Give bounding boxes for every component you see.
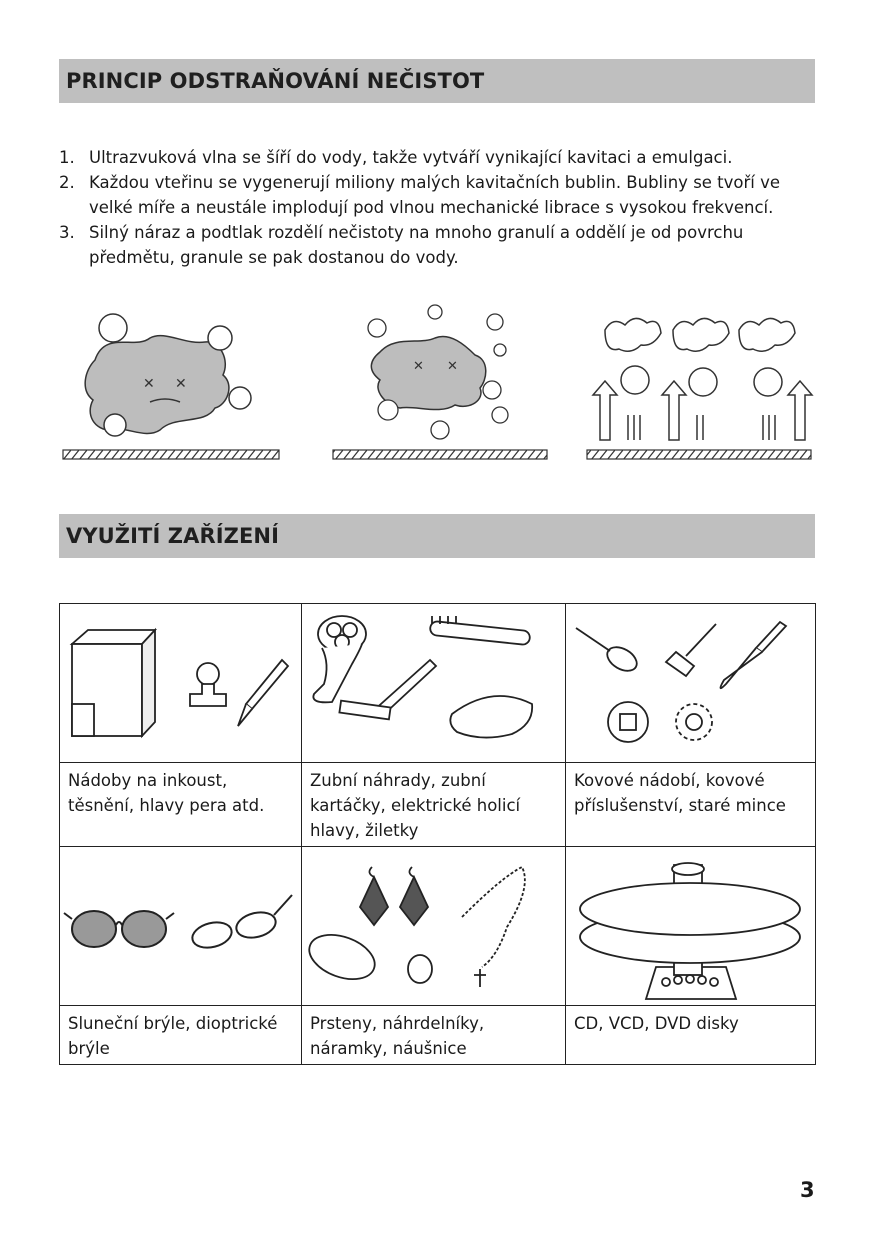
stamp-icon bbox=[190, 663, 226, 706]
toothbrush-icon bbox=[430, 616, 531, 645]
section-title-usage: VYUŽITÍ ZAŘÍZENÍ bbox=[59, 514, 815, 558]
rising-granules-icon bbox=[593, 318, 812, 440]
knife-icon bbox=[720, 622, 786, 688]
bracelet-icon bbox=[303, 927, 381, 988]
surface-icon bbox=[333, 450, 547, 459]
fork-icon bbox=[666, 624, 716, 676]
table-cell bbox=[302, 847, 566, 1006]
table-row bbox=[60, 1006, 816, 1065]
spoon-icon bbox=[576, 628, 641, 676]
electric-shaver-icon bbox=[313, 616, 366, 702]
sunglasses-icon bbox=[64, 911, 174, 947]
disc-holder-icon bbox=[580, 863, 800, 999]
step-item: 3. Silný náraz a podtlak rozdělí nečistoty na mnoho granulí a oddělí je od povrchu předmětu, granule se pak dostanou do vody. bbox=[59, 223, 744, 267]
fountain-pen-icon bbox=[238, 660, 288, 726]
step-item: 1. Ultrazvuková vlna se šíří do vody, takže vytváří vynikající kavitaci a emulgaci. bbox=[59, 148, 733, 167]
eyeglasses-icon bbox=[190, 895, 292, 951]
table-cell bbox=[302, 604, 566, 763]
step-item: 2. Každou vteřinu se vygenerují miliony malých kavitačních bublin. Bubliny se tvoří ve velké míře a neustále implodují pod vlnou mechanické librace s vysokou frekvencí. bbox=[59, 173, 781, 217]
section-title-principle: PRINCIP ODSTRAŇOVÁNÍ NEČISTOT bbox=[59, 59, 815, 103]
table-cell-caption: CD, VCD, DVD disky bbox=[566, 1006, 816, 1065]
table-cell-caption: Zubní náhrady, zubní kartáčky, elektrické holicí hlavy, žiletky bbox=[302, 763, 566, 847]
table-cell bbox=[60, 847, 302, 1006]
usage-table bbox=[59, 603, 816, 1065]
earrings-icon bbox=[360, 867, 428, 925]
table-row bbox=[60, 763, 816, 847]
ring-icon bbox=[408, 955, 432, 983]
table-cell-caption: Nádoby na inkoust, těsnění, hlavy pera atd. bbox=[60, 763, 302, 847]
table-cell-caption: Prsteny, náhrdelníky, náramky, náušnice bbox=[302, 1006, 566, 1065]
svg-text:✕: ✕ bbox=[413, 359, 424, 374]
razor-icon bbox=[339, 660, 436, 719]
denture-icon bbox=[450, 696, 532, 738]
coin-icon bbox=[608, 702, 648, 742]
table-cell-caption: Sluneční brýle, dioptrické brýle bbox=[60, 1006, 302, 1065]
table-cell bbox=[566, 604, 816, 763]
table-cell bbox=[60, 604, 302, 763]
dirt-particle-icon bbox=[371, 336, 485, 409]
svg-text:✕: ✕ bbox=[143, 376, 155, 392]
table-row bbox=[60, 847, 816, 1006]
table-cell-caption: Kovové nádobí, kovové příslušenství, staré mince bbox=[566, 763, 816, 847]
table-cell bbox=[566, 847, 816, 1006]
surface-icon bbox=[63, 450, 279, 459]
svg-text:✕: ✕ bbox=[175, 376, 187, 392]
surface-icon bbox=[587, 450, 811, 459]
svg-text:✕: ✕ bbox=[447, 359, 458, 374]
page-number: 3 bbox=[800, 1178, 815, 1202]
necklace-icon bbox=[462, 867, 525, 987]
table-row bbox=[60, 604, 816, 763]
cleaning-principle-illustration bbox=[55, 290, 819, 470]
gear-icon bbox=[676, 704, 712, 740]
principle-steps bbox=[59, 145, 819, 270]
ink-bottle-icon bbox=[72, 630, 155, 736]
